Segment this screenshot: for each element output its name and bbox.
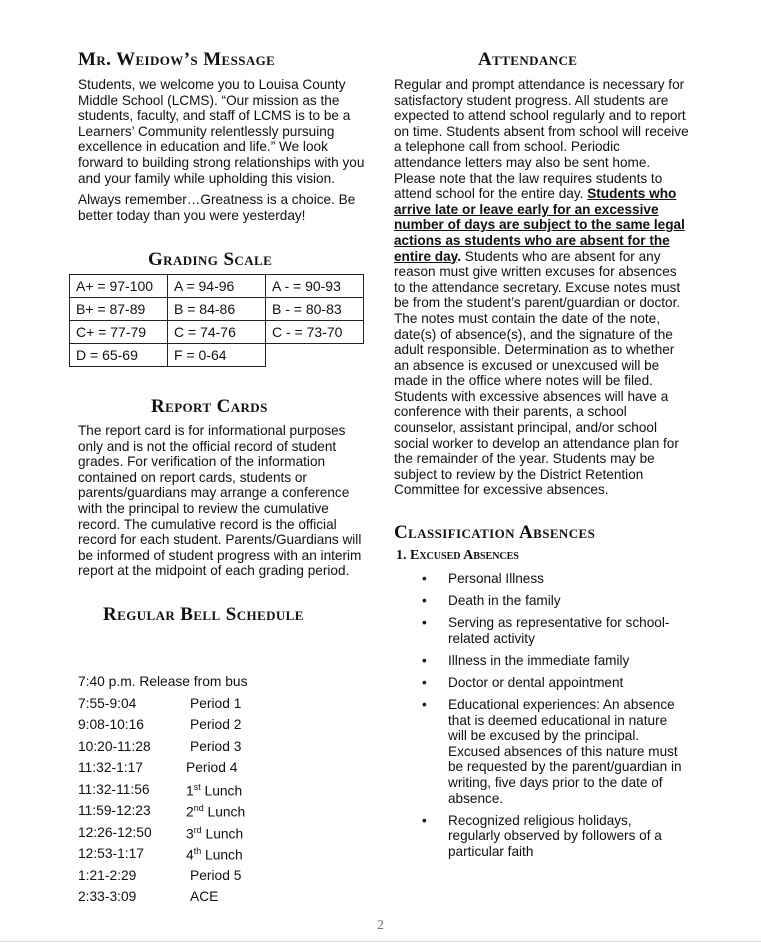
attendance-heading: Attendance (478, 49, 578, 70)
schedule-period: Period 3 (190, 738, 242, 754)
message-closing: Always remember…Greatness is a choice. Be better today than you were yesterday! (78, 192, 356, 223)
page-bottom-divider (0, 941, 761, 942)
classification-heading: Classification Absences (394, 522, 596, 543)
schedule-time: 9:08-10:16 (78, 717, 144, 732)
excused-list (394, 571, 682, 860)
grade-cell: B = 84-86 (168, 298, 266, 321)
bell-heading: Regular Bell Schedule (103, 604, 304, 625)
grading-row (70, 298, 364, 321)
excused-subheading: 1. Excused Absences (396, 548, 519, 563)
grading-row (70, 275, 364, 298)
grade-cell: A+ = 97-100 (70, 275, 168, 298)
grading-row (70, 321, 364, 344)
list-item: • Personal Illness (422, 571, 544, 586)
grade-cell: A - = 90-93 (266, 275, 364, 298)
schedule-period: 2nd Lunch (186, 803, 246, 820)
page-number: 2 (377, 918, 384, 933)
list-item: • Death in the family (422, 593, 561, 609)
grading-row (70, 344, 364, 367)
list-item: • Educational experiences: An absence that is deemed educational in nature will be excused by the principal. Excused absences of this nature must be requested by the parent/guardian in writing, five days prior to the date of absence. (422, 697, 682, 806)
schedule-time: 11:59-12:23 (78, 803, 151, 818)
grading-heading: Grading Scale (148, 249, 273, 270)
grading-table (69, 274, 364, 367)
schedule-time: 1:21-2:29 (78, 867, 137, 883)
schedule-period: 4th Lunch (186, 846, 243, 863)
list-item: • Illness in the immediate family (422, 652, 630, 668)
attendance-paragraph: Regular and prompt attendance is necessary for satisfactory student progress. All students are expected to attend school regularly and to report on time. Students absent from school will receive a telephone call from school. Periodic attendance letters may also be sent home. Please note that the law requires students to attend school for the entire day. Students who arrive late or leave early for an excessive number of days are subject to the same legal actions as students who are absent for the entire day. Students who are absent for any reason must give written excuses for absences to the attendance secretary. Excuse notes must be from the student’s parent/guardian or doctor. The notes must contain the date of the note, date(s) of absence(s), and the signature of the adult responsible. Determination as to whether an absence is excused or unexcused will be made in the office where notes will be filed. Students with excessive absences will have a conference with their parents, a school counselor, assistant principal, and/or school social worker to develop an attendance plan for the remainder of the year. Students may be subject to review by the District Retention Committee for excessive absences. (394, 77, 689, 498)
report-cards-paragraph: The report card is for informational purposes only and is not the official record of student grades. For verification of the information contained on report cards, students or parents/guardians may arrange a conference with the principal to review the cumulative record. The cumulative record is the official record for each student. Parents/Guardians will be informed of student progress with an interim report at the midpoint of each grading period. (78, 423, 362, 579)
schedule-time: 12:53-1:17 (78, 846, 144, 861)
message-paragraph: Students, we welcome you to Louisa County Middle School (LCMS). “Our mission as the students, faculty, and staff of LCMS is to be a Learners’ Community relentlessly pursuing excellence in education and life.” We look forward to building strong relationships with you and your family while upholding this vision. (78, 77, 365, 186)
message-heading: Mr. Weidow’s Message (78, 49, 276, 70)
schedule-period: Period 4 (186, 760, 238, 775)
grade-cell: B+ = 87-89 (70, 298, 168, 321)
list-item: • Recognized religious holidays, regularly observed by followers of a particular faith (422, 812, 662, 859)
attendance-emphasis: Students who arrive late or leave early for an excessive number of days are subject to the same legal actions as students who are absent for the entire day (394, 186, 685, 264)
list-item: • Serving as representative for school-related activity (422, 615, 670, 646)
schedule-period: 1st Lunch (186, 781, 243, 799)
grade-cell: B - = 80-83 (266, 298, 364, 321)
schedule-time: 10:20-11:28 (78, 738, 151, 754)
grade-cell: C = 74-76 (168, 321, 266, 344)
schedule-period: 3rd Lunch (186, 824, 244, 842)
report-cards-heading: Report Cards (151, 396, 268, 417)
schedule-time: 2:33-3:09 (78, 889, 137, 904)
schedule-time: 7:55-9:04 (78, 695, 137, 711)
schedule-period: Period 2 (190, 717, 242, 732)
schedule-period: ACE (190, 889, 219, 904)
schedule-period: Period 5 (190, 867, 242, 883)
grade-cell: C+ = 77-79 (70, 321, 168, 344)
grade-cell: F = 0-64 (168, 344, 266, 367)
bell-schedule (78, 674, 368, 914)
grade-cell: D = 65-69 (70, 344, 168, 367)
grade-cell-empty (266, 344, 364, 367)
schedule-time: 12:26-12:50 (78, 824, 152, 840)
list-item: • Doctor or dental appointment (422, 674, 624, 690)
release-line: 7:40 p.m. Release from bus (78, 674, 248, 689)
schedule-period: Period 1 (190, 695, 242, 711)
schedule-time: 11:32-1:17 (78, 760, 143, 775)
grade-cell: A = 94-96 (168, 275, 266, 298)
schedule-time: 11:32-11:56 (78, 781, 150, 797)
grade-cell: C - = 73-70 (266, 321, 364, 344)
